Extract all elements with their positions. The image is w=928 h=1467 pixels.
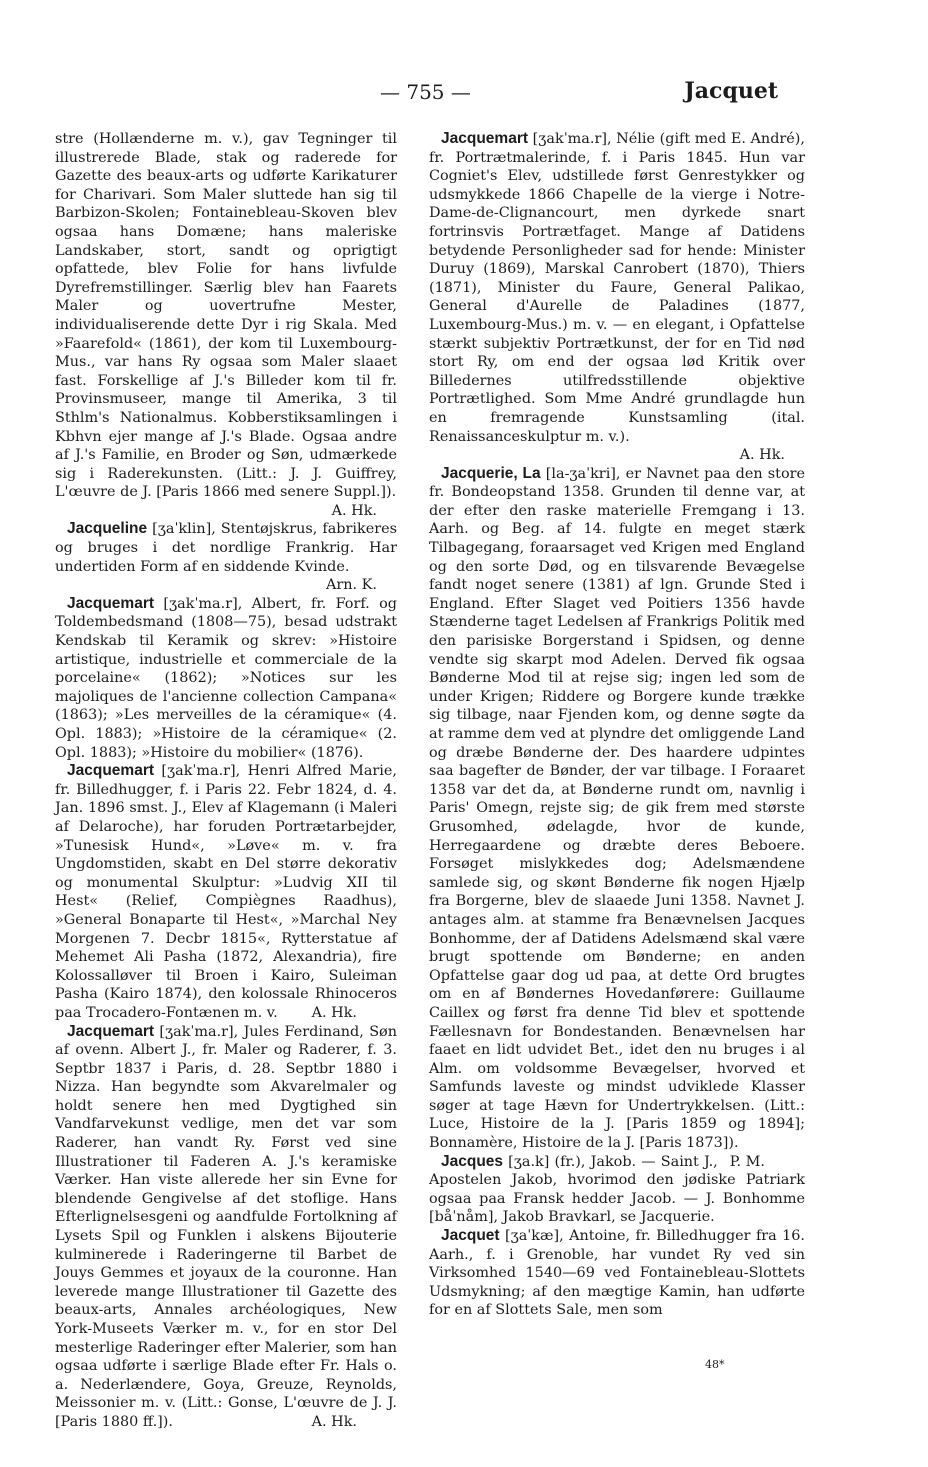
page-number: — 755 — [380,80,471,104]
running-head: Jacquet [684,78,778,104]
entry-text: [ʒaˈkæ], Antoine, fr. Billedhugger fra 16. Aarh., f. i Grenoble, har vundet Ry ved sin Virksomhed 1540—69 ved Fontainebleau-Slottets Udsmykning; af den mægtige Kamin, han udførte for en af Slottets Sale, men som [429,1228,805,1319]
signature-mark: 48* [705,1358,725,1371]
entry-text: [ʒakˈma.r], Jules Ferdinand, Søn af ovenn. Albert J., fr. Maler og Raderer, f. 3. Septbr 1837 i Paris, d. 28. Septbr 1880 i Nizza. Han begyndte som Akvarelmaler og holdt senere hen med Dygtighed sin Vandfarvekunst vedlige, men det var som Raderer, han vandt Ry. Først ved sine Illustrationer til Faderen A. J.'s keramiske Værker. Han viste allerede her sin Evne for blendende Gengivelse af det stoflige. Hans Efterlignelsesgeni og aandfulde Fortolkning af Lysets Spil og Funklen i alskens Bijouterie kulminerede i Raderingerne til Barbet de Jouys Gemmes et joyaux de la couronne. Han leverede mange Illustrationer til Gazette des beaux-arts, Annales archéologiques, New York-Museets Værker m. v., for en stor Del mesterlige Raderinger efter Malerier, som han ogsaa udførte i særlige Blade efter Fr. Hals o. a. Nederlændere, Goya, Greuze, Reynolds, Meissonier m. v. (Litt.: Gonse, L'œuvre de J. J. [Paris 1880 ff.]). [55,1023,397,1430]
entry-jacquemart-albert [55,595,397,762]
right-column [429,130,805,1320]
entry-jacquet [429,1227,805,1320]
entry-text: stre (Hollænderne m. v.), gav Tegninger til illustrerede Blade, stak og raderede for Gazette des beaux-arts og udførte Karikaturer for Charivari. Som Maler sluttede han sig til Barbizon-Skolen; Fontainebleau-Skoven blev ogsaa hans Domæne; hans maleriske Landskaber, stort, sandt og oprigtigt opfattede, blev Folie for hans livfulde Dyrefremstillinger. Særlig blev han Faarets Maler og uovertrufne Mester, individualiserende dette Dyr i rig Skala. Med »Faarefold« (1861), der kom til Luxembourg-Mus., var hans Ry ogsaa som Maler slaaet fast. Forskellige af J.'s Billeder kom til fr. Provinsmuseer, mange til Amerika, 3 til Sthlm's Nationalmus. Kobberstiksamlingen i Kbhvn ejer mange af J.'s Blade. Ogsaa andre af J.'s Familie, en Broder og Søn, udmærkede sig i Raderekunsten. (Litt.: J. J. Guiffrey, L'œuvre de J. [Paris 1866 med senere Suppl.]). [55,131,397,501]
entry-text: [ʒaˈklin], Stentøjskrus, fabrikeres og bruges i det nordlige Frankrig. Har undertiden Form af en siddende Kvinde. [55,521,397,575]
headword: Jacqueline [67,520,148,538]
author-signature: A. Hk. [311,1413,357,1430]
headword: Jacques [441,1152,504,1170]
author-signature: Arn. K. [325,577,377,594]
headword: Jacquemart [67,594,155,612]
entry-text: [ʒakˈma.r], Nélie (gift med E. André), fr. Portrætmalerinde, f. i Paris 1845. Hun var Cogniet's Elev, udstillede først Genrestykker og udsmykkede 1866 Chapelle de la vierge i Notre-Dame-de-Clignancourt, men dyrkede snart fortrinsvis Portrætfaget. Mange af Datidens betydende Personligheder sad for hende: Minister Duruy (1869), Marskal Canrobert (1870), Thiers (1871), Minister du Faure, General Palikao, General d'Aurelle de Paladines (1877, Luxembourg-Mus.) m. v. — en elegant, i Opfattelse stærkt subjektiv Portrætkunst, der for en Tid nød stort Ry, om end der ogsaa lød Kritik over Billedernes utilfredsstillende objektive Portrætlighed. Som Mme André grundlagde hun en fremragende Kunstsamling (ital. Renaissanceskulptur m. v.). [429,131,805,445]
entry-jacqueline [55,520,397,576]
author-signature: A. Hk. [311,1004,357,1021]
headword: Jacquemart [441,130,529,147]
headword: Jacquemart [67,762,155,780]
entry-continuation [55,130,397,502]
entry-jacquerie [429,464,806,1170]
page-header [0,78,928,108]
headword: Jacquet [441,1227,500,1245]
entry-text: [ʒakˈma.r], Henri Alfred Marie, fr. Billedhugger, f. i Paris 22. Febr 1824, d. 4. Jan. 1896 smst. J., Elev af Klagemann (i Maleri af Delaroche), har foruden Portrætarbejder, »Tunesisk Hund«, »Løve« m. v. fra Ungdomstiden, skabt en Del større dekorativ og monumental Skulptur: »Ludvig XII til Hest« (Relief, Compiègnes Raadhus), »General Bonaparte til Hest«, »Marchal Ney Morgenen 7. Decbr 1815«, Rytterstatue af Mehemet Ali Pasha (1872, Alexandria), fire Kolossalløver til Broen i Kairo, Suleiman Pasha (Kairo 1874), den kolossale Rhinoceros paa Trocadero-Fontænen m. v. [55,763,397,1021]
entry-text: [ʒa.k] (fr.), Jakob. — Saint J., Apostelen Jakob, hvorimod den jødiske Patriark ogsaa paa Fransk hedder Jacob. — J. Bonhomme [båˈnåm], Jakob Bravkarl, se Jacquerie. [429,1153,805,1226]
entry-text: [ʒakˈma.r], Albert, fr. Forf. og Toldembedsmand (1808—75), besad udstrakt Kendskab til Keramik og skrev: »Histoire artistique, industrielle et commerciale de la porcelaine« (1862); »Notices sur les majoliques de l'ancienne collection Campana« (1863); »Les merveilles de la céramique« (4. Opl. 1883); »Histoire de la céramique« (2. Opl. 1883); »Histoire du mobilier« (1876). [55,595,397,761]
entry-jacquemart-henri [55,762,397,1022]
headword: Jacquemart [67,1022,155,1040]
entry-text: [la-ʒaˈkri], er Navnet paa den store fr. Bondeopstand 1358. Grunden til denne var, at der efter den raske materielle Fremgang i 13. Aarh. og Beg. af 14. fulgte en meget stærk Tilbagegang, foraarsaget ved Krigen med England og den sorte Død, og en tilsvarende Bevægelse fandt noget senere (1381) af lgn. Grunde Sted i England. Efter Slaget ved Poitiers 1356 havde Stænderne taget Ledelsen af Frankrigs Politik med den parisiske Borgerstand i Spidsen, og denne vendte sig skarpt mod Adelen. Derved fik ogsaa Bønderne Mod til at rejse sig; ingen led som de under Krigen; Riddere og Borgere kunde trække sig tilbage, naar Fjenden kom, og denne søgte da at ramme dem ved at plyndre det omliggende Land og dræbe Bønderne der. Des haardere udpintes saa bagefter de Bønder, der var tilbage. I Foraaret 1358 var det da, at Bønderne rundt om, navnlig i Paris' Omegn, rejste sig; de gik frem med største Grusomhed, ødelagde, hvor de kunde, Herregaardene og dræbte deres Beboere. Forsøget mislykkedes dog; Adelsmændene samlede sig, og skønt Bønderne fik nogen Hjælp fra Borgerne, blev de slaaede Juni 1358. Navnet J. antages alm. at stamme fra Benævnelsen Jacques Bonhomme, der af Datidens Adelsmænd skal være brugt spottende om Bønderne; en anden Opfattelse gaar dog ud paa, at dette Ord brugtes om en af Bøndernes Hovedanførere: Guillaume Caillex og først fra denne Tid blev et spottende Fællesnavn for Bondestanden. Benævnelsen har faaet en lidt udvidet Bet., idet den nu bruges i al Alm. om voldsomme Bevægelser, hvorved et Samfunds laveste og mindst udviklede Klasser søger at tage Hævn for Undertrykkelsen. (Litt.: Luce, Histoire de la J. [Paris 1859 og 1894]; Bonnamère, Histoire de la J. [Paris 1873]). [429,465,806,1152]
author-signature: A. Hk. [331,502,377,519]
entry-jacquemart-jules [55,1023,397,1432]
entry-jacquemart-nelie [429,130,805,446]
author-signature: P. M. [729,1153,765,1170]
author-signature: A. Hk. [739,447,785,464]
left-column [55,130,397,1432]
headword: Jacquerie, La [441,464,541,482]
